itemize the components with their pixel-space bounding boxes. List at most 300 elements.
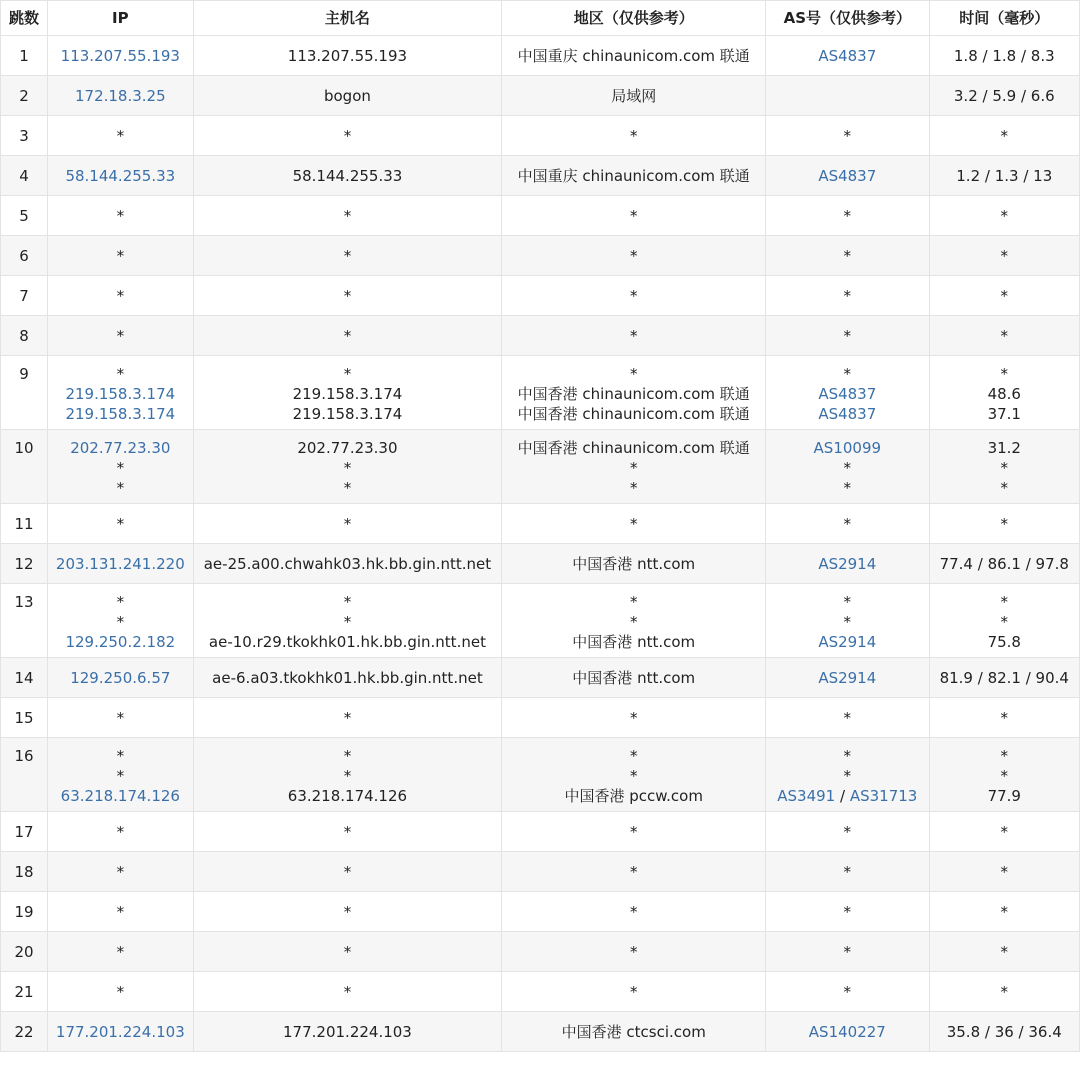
region-line	[502, 708, 765, 728]
hop-cell: 6	[1, 236, 48, 276]
ip-value: *	[116, 613, 125, 631]
region-value: 中国香港 chinaunicom.com 联通	[517, 385, 750, 403]
ip-line	[48, 458, 192, 478]
region-line	[502, 478, 765, 498]
region-cell	[502, 812, 766, 852]
region-value: *	[629, 862, 638, 881]
as-line	[766, 554, 928, 574]
time-value: *	[1000, 206, 1009, 225]
host-value: *	[343, 708, 352, 727]
as-cell	[766, 698, 929, 738]
region-value: *	[629, 593, 638, 611]
host-value: *	[343, 862, 352, 881]
as-link[interactable]: AS31713	[849, 787, 918, 805]
as-line	[766, 632, 928, 652]
region-cell	[502, 972, 766, 1012]
region-cell	[502, 356, 766, 430]
ip-line	[48, 708, 192, 728]
region-cell	[502, 698, 766, 738]
as-link[interactable]: AS2914	[818, 668, 877, 687]
ip-link[interactable]: 172.18.3.25	[74, 86, 166, 105]
region-cell	[502, 1012, 766, 1052]
region-value: 中国香港 ctcsci.com	[561, 1022, 706, 1041]
as-value: *	[843, 286, 852, 305]
table-row	[1, 156, 1080, 196]
ip-value: *	[116, 206, 125, 225]
region-line	[502, 126, 765, 146]
region-value: 中国香港 chinaunicom.com 联通	[517, 405, 750, 423]
ip-value: *	[116, 822, 125, 841]
time-cell	[929, 236, 1079, 276]
host-cell	[193, 156, 502, 196]
table-row	[1, 36, 1080, 76]
as-value: *	[843, 514, 852, 533]
region-value: 中国香港 ntt.com	[572, 633, 696, 651]
ip-line	[48, 612, 192, 632]
region-line	[502, 166, 765, 186]
ip-cell	[48, 1012, 193, 1052]
ip-value: *	[116, 593, 125, 611]
region-value: 中国香港 pccw.com	[564, 787, 703, 805]
ip-line	[48, 246, 192, 266]
host-line	[194, 862, 502, 882]
host-value: *	[343, 942, 352, 961]
host-value: 219.158.3.174	[292, 385, 403, 403]
ip-link[interactable]: 219.158.3.174	[65, 385, 176, 403]
as-value: *	[843, 767, 852, 785]
region-line	[502, 86, 765, 106]
as-cell	[766, 196, 929, 236]
as-line	[766, 46, 928, 66]
ip-line	[48, 384, 192, 404]
as-value: *	[843, 206, 852, 225]
region-value: 中国重庆 chinaunicom.com 联通	[517, 46, 750, 65]
region-cell	[502, 544, 766, 584]
region-value: *	[629, 613, 638, 631]
time-value: 81.9 / 82.1 / 90.4	[939, 668, 1069, 687]
header-hop: 跳数	[1, 1, 48, 36]
time-value: *	[1000, 246, 1009, 265]
host-cell	[193, 972, 502, 1012]
as-link[interactable]: AS4837	[818, 385, 877, 403]
hop-cell: 14	[1, 658, 48, 698]
region-cell	[502, 892, 766, 932]
host-value: *	[343, 206, 352, 225]
as-cell	[766, 812, 929, 852]
host-value: *	[343, 514, 352, 533]
host-value: *	[343, 767, 352, 785]
as-link[interactable]: AS3491	[777, 787, 836, 805]
ip-line	[48, 862, 192, 882]
time-line	[930, 166, 1079, 186]
time-line	[930, 612, 1079, 632]
region-line	[502, 438, 765, 458]
time-line	[930, 286, 1079, 306]
table-row	[1, 738, 1080, 812]
ip-line	[48, 592, 192, 612]
host-line	[194, 364, 502, 384]
time-value: *	[1000, 767, 1009, 785]
header-as: AS号（仅供参考）	[766, 1, 929, 36]
ip-link[interactable]: 177.201.224.103	[55, 1022, 185, 1041]
time-cell	[929, 504, 1079, 544]
host-cell	[193, 892, 502, 932]
ip-link[interactable]: 129.250.6.57	[70, 668, 171, 687]
host-line	[194, 668, 502, 688]
ip-cell	[48, 196, 193, 236]
as-line	[766, 364, 928, 384]
hop-cell: 10	[1, 430, 48, 504]
ip-line	[48, 554, 192, 574]
as-line	[766, 384, 928, 404]
host-value: *	[343, 246, 352, 265]
table-row	[1, 76, 1080, 116]
host-cell	[193, 504, 502, 544]
region-cell	[502, 76, 766, 116]
time-line	[930, 326, 1079, 346]
ip-line	[48, 438, 192, 458]
table-row	[1, 116, 1080, 156]
region-cell	[502, 932, 766, 972]
time-line	[930, 786, 1079, 806]
as-link[interactable]: AS140227	[808, 1022, 886, 1041]
time-value: *	[1000, 613, 1009, 631]
host-value: *	[343, 479, 352, 497]
host-line	[194, 746, 502, 766]
time-cell	[929, 1012, 1079, 1052]
ip-link[interactable]: 202.77.23.30	[70, 439, 171, 457]
ip-line	[48, 166, 192, 186]
host-cell	[193, 276, 502, 316]
region-cell	[502, 36, 766, 76]
as-separator: /	[835, 787, 850, 805]
host-cell	[193, 584, 502, 658]
time-line	[930, 384, 1079, 404]
ip-value: *	[116, 902, 125, 921]
region-cell	[502, 658, 766, 698]
time-cell	[929, 276, 1079, 316]
ip-line	[48, 668, 192, 688]
as-cell	[766, 544, 929, 584]
time-value: *	[1000, 982, 1009, 1001]
ip-cell	[48, 738, 193, 812]
region-value: 中国香港 ntt.com	[572, 554, 696, 573]
region-value: *	[629, 459, 638, 477]
time-cell	[929, 972, 1079, 1012]
table-row	[1, 1012, 1080, 1052]
region-line	[502, 554, 765, 574]
hop-cell: 19	[1, 892, 48, 932]
hop-cell: 18	[1, 852, 48, 892]
time-value: *	[1000, 514, 1009, 533]
as-line	[766, 822, 928, 842]
ip-link[interactable]: 203.131.241.220	[55, 554, 185, 573]
time-value: 48.6	[987, 385, 1021, 403]
region-cell	[502, 430, 766, 504]
host-value: *	[343, 613, 352, 631]
hop-cell: 7	[1, 276, 48, 316]
region-value: *	[629, 822, 638, 841]
as-cell	[766, 76, 929, 116]
region-line	[502, 514, 765, 534]
region-value: 中国香港 ntt.com	[572, 668, 696, 687]
host-line	[194, 514, 502, 534]
table-row	[1, 932, 1080, 972]
as-line	[766, 166, 928, 186]
time-value: *	[1000, 862, 1009, 881]
ip-line	[48, 514, 192, 534]
as-cell	[766, 156, 929, 196]
as-link[interactable]: AS4837	[818, 46, 877, 65]
ip-line	[48, 766, 192, 786]
ip-line	[48, 822, 192, 842]
host-cell	[193, 738, 502, 812]
host-line	[194, 246, 502, 266]
ip-cell	[48, 276, 193, 316]
hop-cell: 17	[1, 812, 48, 852]
as-link[interactable]: AS2914	[818, 554, 877, 573]
time-cell	[929, 76, 1079, 116]
table-row	[1, 544, 1080, 584]
host-line	[194, 206, 502, 226]
hop-cell: 20	[1, 932, 48, 972]
region-line	[502, 46, 765, 66]
time-line	[930, 46, 1079, 66]
as-cell	[766, 316, 929, 356]
host-line	[194, 384, 502, 404]
time-line	[930, 982, 1079, 1002]
as-line	[766, 708, 928, 728]
hop-cell: 1	[1, 36, 48, 76]
time-line	[930, 1022, 1079, 1042]
table-row	[1, 972, 1080, 1012]
host-value: 63.218.174.126	[287, 787, 408, 805]
region-cell	[502, 852, 766, 892]
region-line	[502, 206, 765, 226]
hop-cell: 15	[1, 698, 48, 738]
ip-cell	[48, 76, 193, 116]
as-line	[766, 786, 928, 806]
region-line	[502, 862, 765, 882]
time-value: 77.9	[987, 787, 1021, 805]
host-value: *	[343, 902, 352, 921]
time-value: *	[1000, 942, 1009, 961]
time-value: 35.8 / 36 / 36.4	[946, 1022, 1062, 1041]
ip-line	[48, 286, 192, 306]
hop-cell: 5	[1, 196, 48, 236]
ip-cell	[48, 972, 193, 1012]
ip-link[interactable]: 129.250.2.182	[65, 633, 176, 651]
region-cell	[502, 276, 766, 316]
host-cell	[193, 812, 502, 852]
as-value: *	[843, 126, 852, 145]
hop-cell: 2	[1, 76, 48, 116]
time-value: 3.2 / 5.9 / 6.6	[953, 86, 1055, 105]
time-line	[930, 364, 1079, 384]
hop-cell: 21	[1, 972, 48, 1012]
region-line	[502, 326, 765, 346]
ip-line	[48, 746, 192, 766]
time-cell	[929, 430, 1079, 504]
region-value: 局域网	[611, 86, 657, 105]
as-line	[766, 438, 928, 458]
ip-line	[48, 404, 192, 424]
as-cell	[766, 36, 929, 76]
time-value: *	[1000, 459, 1009, 477]
as-link[interactable]: AS10099	[813, 439, 882, 457]
time-line	[930, 822, 1079, 842]
time-cell	[929, 156, 1079, 196]
as-cell	[766, 1012, 929, 1052]
table-row	[1, 196, 1080, 236]
host-value: ae-25.a00.chwahk03.hk.bb.gin.ntt.net	[203, 554, 492, 573]
ip-cell	[48, 156, 193, 196]
ip-line	[48, 786, 192, 806]
host-line	[194, 822, 502, 842]
region-value: *	[629, 767, 638, 785]
ip-cell	[48, 892, 193, 932]
time-line	[930, 126, 1079, 146]
region-value: *	[629, 479, 638, 497]
as-cell	[766, 276, 929, 316]
region-line	[502, 592, 765, 612]
as-value: *	[843, 459, 852, 477]
as-value: *	[843, 747, 852, 765]
host-value: 177.201.224.103	[283, 1022, 412, 1041]
time-cell	[929, 316, 1079, 356]
host-value: bogon	[323, 86, 371, 105]
time-cell	[929, 738, 1079, 812]
as-line	[766, 286, 928, 306]
ip-value: *	[116, 479, 125, 497]
ip-line	[48, 902, 192, 922]
host-value: 113.207.55.193	[287, 46, 408, 65]
region-value: *	[629, 514, 638, 533]
as-value: *	[843, 982, 852, 1001]
as-cell	[766, 504, 929, 544]
as-cell	[766, 892, 929, 932]
host-line	[194, 632, 502, 652]
as-cell	[766, 356, 929, 430]
ip-value: *	[116, 747, 125, 765]
ip-line	[48, 1022, 192, 1042]
host-line	[194, 612, 502, 632]
time-line	[930, 708, 1079, 728]
as-value: *	[843, 902, 852, 921]
time-cell	[929, 116, 1079, 156]
time-value: *	[1000, 708, 1009, 727]
ip-value: *	[116, 862, 125, 881]
as-link[interactable]: AS4837	[818, 166, 877, 185]
region-cell	[502, 196, 766, 236]
time-cell	[929, 892, 1079, 932]
header-row	[1, 1, 1080, 36]
time-value: 77.4 / 86.1 / 97.8	[939, 554, 1069, 573]
host-line	[194, 286, 502, 306]
hop-cell: 4	[1, 156, 48, 196]
time-line	[930, 458, 1079, 478]
time-line	[930, 206, 1079, 226]
region-line	[502, 982, 765, 1002]
ip-cell	[48, 698, 193, 738]
table-row	[1, 236, 1080, 276]
time-value: 31.2	[987, 439, 1021, 457]
host-cell	[193, 544, 502, 584]
as-line	[766, 862, 928, 882]
as-line	[766, 942, 928, 962]
ip-cell	[48, 658, 193, 698]
time-value: *	[1000, 326, 1009, 345]
region-line	[502, 786, 765, 806]
time-value: 37.1	[987, 405, 1021, 423]
region-line	[502, 822, 765, 842]
table-row	[1, 356, 1080, 430]
time-line	[930, 514, 1079, 534]
time-line	[930, 554, 1079, 574]
header-ip: IP	[48, 1, 193, 36]
ip-value: *	[116, 365, 125, 383]
as-line	[766, 206, 928, 226]
region-value: *	[629, 126, 638, 145]
ip-value: *	[116, 459, 125, 477]
region-line	[502, 668, 765, 688]
host-value: *	[343, 365, 352, 383]
region-value: *	[629, 747, 638, 765]
ip-link[interactable]: 219.158.3.174	[65, 405, 176, 423]
hop-cell: 16	[1, 738, 48, 812]
as-link[interactable]: AS2914	[818, 633, 877, 651]
time-value: *	[1000, 126, 1009, 145]
ip-link[interactable]: 63.218.174.126	[60, 787, 180, 805]
ip-line	[48, 982, 192, 1002]
host-line	[194, 1022, 502, 1042]
ip-cell	[48, 504, 193, 544]
time-cell	[929, 658, 1079, 698]
as-line	[766, 766, 928, 786]
as-value: *	[843, 822, 852, 841]
region-line	[502, 1022, 765, 1042]
host-line	[194, 86, 502, 106]
as-link[interactable]: AS4837	[818, 405, 877, 423]
time-cell	[929, 544, 1079, 584]
time-line	[930, 766, 1079, 786]
time-value: 1.2 / 1.3 / 13	[956, 166, 1053, 185]
as-line	[766, 126, 928, 146]
as-line	[766, 982, 928, 1002]
table-row	[1, 852, 1080, 892]
time-line	[930, 478, 1079, 498]
region-line	[502, 458, 765, 478]
ip-cell	[48, 236, 193, 276]
table-row	[1, 698, 1080, 738]
time-cell	[929, 698, 1079, 738]
region-line	[502, 746, 765, 766]
as-line	[766, 902, 928, 922]
host-line	[194, 942, 502, 962]
as-cell	[766, 236, 929, 276]
as-line	[766, 592, 928, 612]
ip-value: *	[116, 514, 125, 533]
host-cell	[193, 236, 502, 276]
ip-link[interactable]: 113.207.55.193	[60, 46, 180, 65]
time-cell	[929, 196, 1079, 236]
region-cell	[502, 316, 766, 356]
host-value: *	[343, 126, 352, 145]
as-cell	[766, 430, 929, 504]
time-value: *	[1000, 822, 1009, 841]
host-line	[194, 708, 502, 728]
ip-link[interactable]: 58.144.255.33	[65, 166, 176, 185]
